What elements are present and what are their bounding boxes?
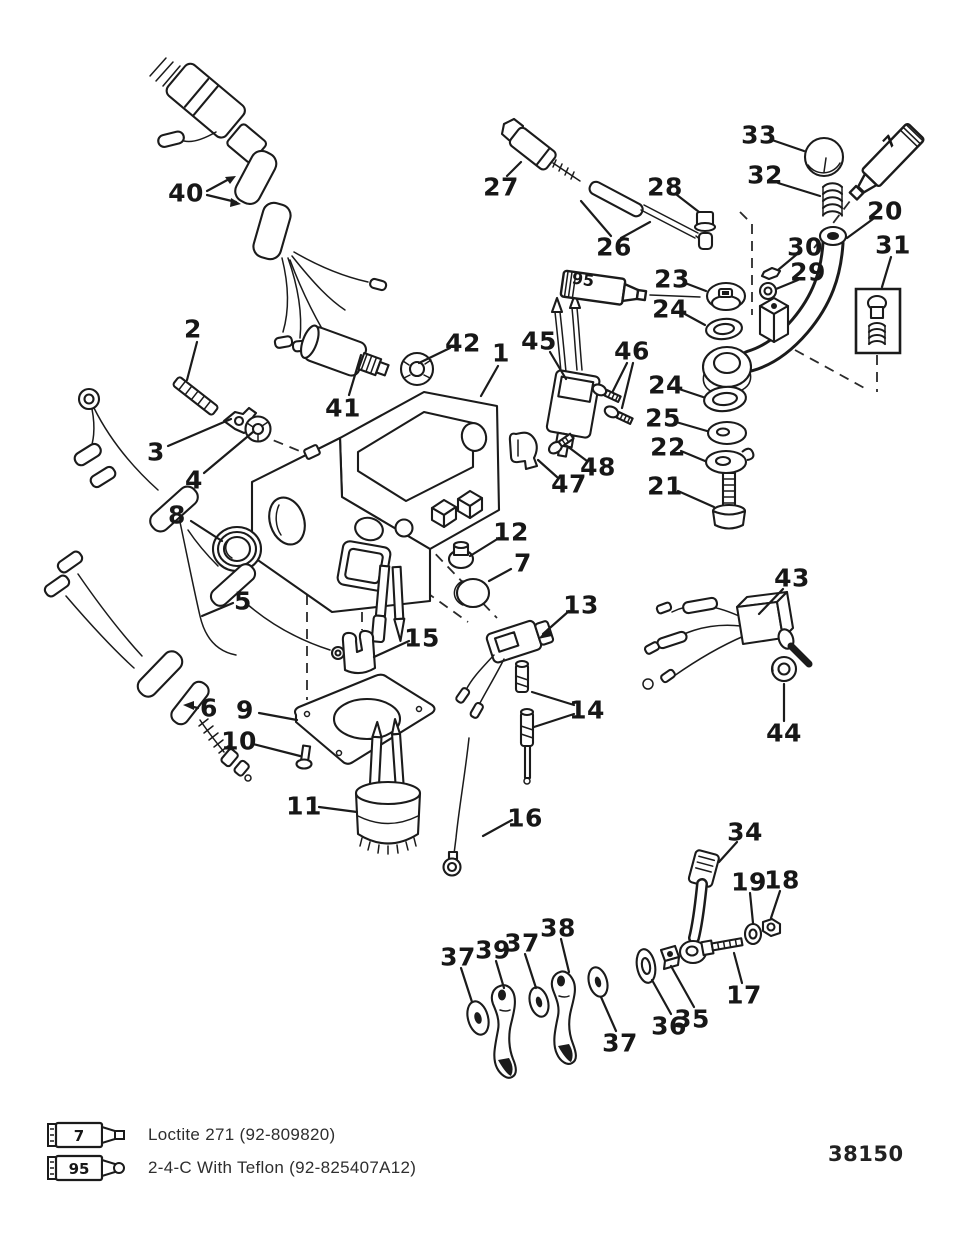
callout-20: 20 [867, 196, 903, 226]
part-key-switch-41 [297, 323, 393, 386]
part-washer-37a [464, 999, 492, 1037]
part-cam-39 [492, 985, 516, 1078]
part-spring-32 [823, 183, 842, 216]
legend [46, 1118, 416, 1184]
part-wire-16 [444, 738, 470, 876]
callout-45: 45 [521, 326, 557, 356]
callout-24a: 24 [652, 294, 688, 324]
legend-row-loctite [46, 1118, 416, 1151]
teflon-tube-number: 95 [68, 1159, 90, 1178]
callout-2: 2 [184, 314, 202, 344]
callout-33: 33 [741, 120, 777, 150]
teflon-legend-text: 2-4-C With Teflon (92-825407A12) [148, 1157, 417, 1177]
part-button-12 [449, 542, 473, 568]
part-nut-4 [246, 417, 271, 442]
part-grommet-23 [707, 283, 745, 310]
callout-19: 19 [731, 867, 767, 897]
callout-40: 40 [168, 178, 204, 208]
callout-37a: 37 [440, 942, 476, 972]
leader-lines [168, 140, 891, 1034]
callout-22: 22 [650, 432, 686, 462]
tube-7-top-label: 7 [878, 131, 901, 153]
loctite-legend-text: Loctite 271 (92-809820) [148, 1124, 336, 1144]
part-retainer-clip-15 [343, 631, 375, 673]
callout-37c: 37 [602, 1028, 638, 1058]
part-cable-27 [502, 119, 580, 181]
part-washer-37c [585, 965, 610, 999]
part-nut-18 [763, 919, 780, 936]
part-bolt-17 [701, 935, 743, 955]
callout-3: 3 [147, 437, 165, 467]
part-knob-33 [805, 138, 843, 176]
part-washer-19 [745, 924, 761, 944]
callout-41: 41 [325, 393, 361, 423]
callout-35: 35 [674, 1004, 710, 1034]
callout-11: 11 [286, 791, 322, 821]
part-screw-2 [172, 376, 218, 415]
part-tab-washer-22 [706, 449, 753, 473]
callout-47: 47 [551, 469, 587, 499]
callout-16: 16 [507, 803, 543, 833]
callout-12: 12 [493, 517, 529, 547]
callout-21: 21 [647, 471, 683, 501]
callout-29: 29 [790, 257, 826, 287]
callout-15: 15 [404, 623, 440, 653]
part-terminals-14 [516, 661, 533, 784]
part-washer-36 [634, 948, 658, 985]
loctite-tube-number: 7 [73, 1126, 85, 1145]
callout-14: 14 [569, 695, 605, 725]
callout-42: 42 [445, 328, 481, 358]
part-plug-7 [454, 579, 489, 607]
part-washer-24a [705, 317, 743, 341]
callout-17: 17 [726, 980, 762, 1010]
teflon-tube-icon [46, 1153, 132, 1183]
callout-9: 9 [236, 695, 254, 725]
part-tube-7-top [845, 123, 925, 204]
loctite-tube-icon [46, 1120, 132, 1150]
legend-row-teflon [46, 1151, 416, 1184]
callout-31: 31 [875, 230, 911, 260]
callout-4: 4 [185, 465, 203, 495]
callout-1: 1 [492, 338, 510, 368]
callout-38: 38 [540, 913, 576, 943]
part-stop-switch-13 [455, 616, 555, 719]
part-detent-kit-31 [856, 289, 900, 353]
part-washer-24b [703, 385, 747, 413]
part-washer-37b [526, 985, 551, 1019]
callout-44: 44 [766, 718, 802, 748]
callout-34: 34 [727, 817, 763, 847]
callout-39: 39 [475, 935, 511, 965]
callout-24b: 24 [648, 370, 684, 400]
part-clamp-47 [510, 433, 537, 469]
part-grommet-8 [213, 527, 261, 571]
tube-95-label: 95 [570, 268, 596, 291]
callout-8: 8 [168, 500, 186, 530]
callout-28: 28 [647, 172, 683, 202]
part-wire-harness-40 [150, 58, 387, 352]
part-nut-44 [772, 657, 796, 681]
part-tube-95 [561, 268, 700, 308]
part-mounting-plate-9 [295, 675, 435, 764]
part-nut-29 [760, 283, 776, 299]
callout-30: 30 [787, 232, 823, 262]
callout-5: 5 [234, 586, 252, 616]
callout-32: 32 [747, 160, 783, 190]
callout-13: 13 [563, 590, 599, 620]
callout-10: 10 [221, 726, 257, 756]
callout-27: 27 [483, 172, 519, 202]
part-link-rod-26 [587, 180, 703, 249]
callout-48: 48 [580, 452, 616, 482]
callout-25: 25 [645, 403, 681, 433]
callout-43: 43 [774, 563, 810, 593]
part-cam-38 [552, 971, 576, 1063]
callout-26: 26 [596, 232, 632, 262]
callout-46: 46 [614, 336, 650, 366]
callout-36: 36 [651, 1011, 687, 1041]
part-nut-28 [695, 212, 715, 249]
callout-37b: 37 [504, 928, 540, 958]
callout-18: 18 [764, 865, 800, 895]
callout-6: 6 [200, 693, 218, 723]
drawing-number: 38150 [828, 1142, 904, 1166]
part-bolt-21 [713, 473, 745, 529]
callout-7: 7 [514, 548, 532, 578]
part-screw-10 [297, 746, 312, 769]
part-washer-25 [708, 422, 746, 444]
callout-23: 23 [654, 264, 690, 294]
